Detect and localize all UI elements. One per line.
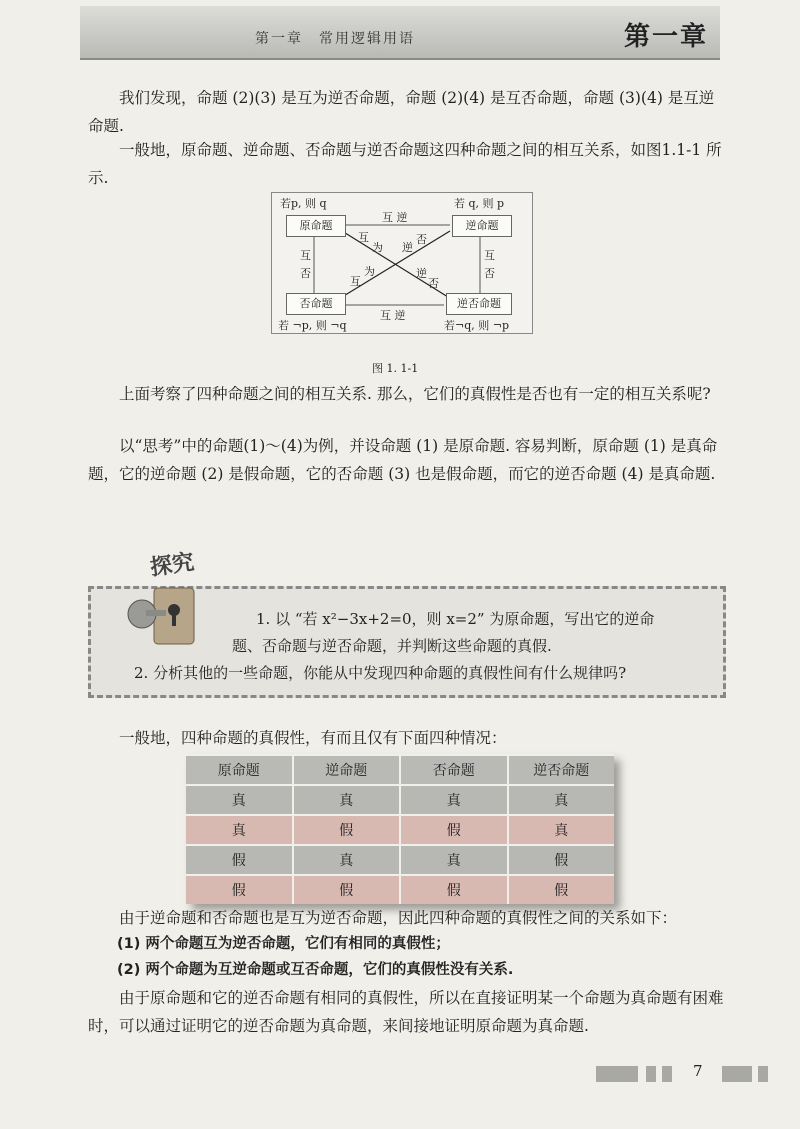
relation-diagram	[271, 192, 533, 334]
converse-proposition-box: 逆命题	[452, 215, 512, 237]
contrapositive-proposition-box: 逆否命题	[446, 293, 512, 315]
table-cell: 假	[293, 875, 401, 904]
paragraph-3: 上面考察了四种命题之间的相互关系. 那么，它们的真假性是否也有一定的相互关系呢?	[119, 385, 711, 403]
left-relation-label-2: 否	[300, 267, 311, 280]
table-row	[186, 785, 614, 815]
inverse-proposition-box: 否命题	[286, 293, 346, 315]
table-header: 逆否命题	[508, 755, 615, 785]
diag-label-1c: 逆	[402, 241, 413, 254]
table-cell: 真	[186, 815, 293, 845]
table-cell: 真	[400, 785, 508, 815]
footer-bar	[596, 1066, 638, 1082]
figure-caption: 图 1. 1-1	[372, 362, 419, 375]
table-cell: 假	[508, 875, 615, 904]
table-cell: 真	[508, 785, 615, 815]
page-header	[80, 6, 720, 60]
table-cell: 真	[400, 845, 508, 875]
explore-title: 探究	[148, 550, 196, 581]
contrapositive-form-label: 若¬q, 则 ¬p	[444, 319, 510, 332]
table-cell: 假	[186, 875, 293, 904]
diag-label-1a: 互	[358, 231, 369, 244]
table-cell: 假	[186, 845, 293, 875]
inverse-form-label: 若 ¬p, 则 ¬q	[278, 319, 347, 332]
chapter-title: 第一章	[623, 22, 708, 52]
diag-label-2b: 为	[364, 265, 375, 278]
footer-bar	[662, 1066, 672, 1082]
footer-bar	[758, 1066, 768, 1082]
bottom-relation-label: 互 逆	[380, 309, 406, 322]
paragraph-2: 一般地，原命题、逆命题、否命题与逆否命题这四种命题之间的相互关系，如图1.1-1 所示.	[88, 141, 722, 187]
explore-item-2: 2. 分析其他的一些命题，你能从中发现四种命题的真假性间有什么规律吗?	[134, 664, 627, 682]
table-row	[186, 815, 614, 845]
page-number: 7	[693, 1062, 703, 1080]
table-cell: 假	[400, 875, 508, 904]
table-cell: 真	[508, 815, 615, 845]
conclusion-point-1: (1) 两个命题互为逆否命题，它们有相同的真假性；	[117, 936, 450, 952]
keyhole-icon	[120, 570, 200, 650]
paragraph-7: 由于原命题和它的逆否命题有相同的真假性，所以在直接证明某一个命题为真命题有困难时，可以通过证明它的逆否命题为真命题，来间接地证明原命题为真命题.	[88, 989, 724, 1035]
table-cell: 真	[293, 785, 401, 815]
footer-bar	[722, 1066, 752, 1082]
diag-label-2d: 否	[428, 277, 439, 290]
diag-label-2c: 逆	[416, 267, 427, 280]
footer-bar	[646, 1066, 656, 1082]
right-relation-label-1: 互	[484, 249, 495, 262]
table-header: 否命题	[400, 755, 508, 785]
table-header: 原命题	[186, 755, 293, 785]
paragraph-6: 由于逆命题和否命题也是互为逆否命题，因此四种命题的真假性之间的关系如下：	[119, 909, 678, 927]
table-cell: 假	[400, 815, 508, 845]
diag-label-1b: 为	[372, 241, 383, 254]
right-relation-label-2: 否	[484, 267, 495, 280]
converse-form-label: 若 q, 则 p	[454, 197, 505, 210]
truth-table	[186, 754, 614, 904]
original-proposition-box: 原命题	[286, 215, 346, 237]
header-subtitle: 第一章 常用逻辑用语	[255, 31, 415, 47]
top-relation-label: 互 逆	[382, 211, 408, 224]
diag-label-1d: 否	[416, 233, 427, 246]
paragraph-5: 一般地，四种命题的真假性，有而且仅有下面四种情况：	[119, 729, 507, 747]
table-cell: 假	[508, 845, 615, 875]
table-cell: 真	[293, 845, 401, 875]
table-cell: 真	[186, 785, 293, 815]
table-header: 逆命题	[293, 755, 401, 785]
conclusion-point-2: (2) 两个命题为互逆命题或互否命题，它们的真假性没有关系.	[117, 962, 514, 978]
table-row	[186, 845, 614, 875]
paragraph-1: 我们发现，命题 (2)(3) 是互为逆否命题，命题 (2)(4) 是互否命题，命题 (3)(4) 是互逆命题.	[88, 89, 715, 135]
diag-label-2a: 互	[350, 275, 361, 288]
left-relation-label-1: 互	[300, 249, 311, 262]
table-cell: 假	[293, 815, 401, 845]
table-row	[186, 875, 614, 904]
original-form-label: 若p, 则 q	[280, 197, 327, 210]
explore-item-1a: 1. 以 “若 x²−3x+2=0，则 x=2” 为原命题，写出它的逆命	[256, 610, 655, 628]
explore-item-1b: 题、否命题与逆否命题，并判断这些命题的真假.	[232, 637, 552, 655]
paragraph-4: 以“思考”中的命题(1)～(4)为例，并设命题 (1) 是原命题. 容易判断，原命题 (1) 是真命题，它的逆命题 (2) 是假命题，它的否命题 (3) 也是假命题，而它的逆否命题 (4) 是真命题.	[88, 437, 718, 483]
